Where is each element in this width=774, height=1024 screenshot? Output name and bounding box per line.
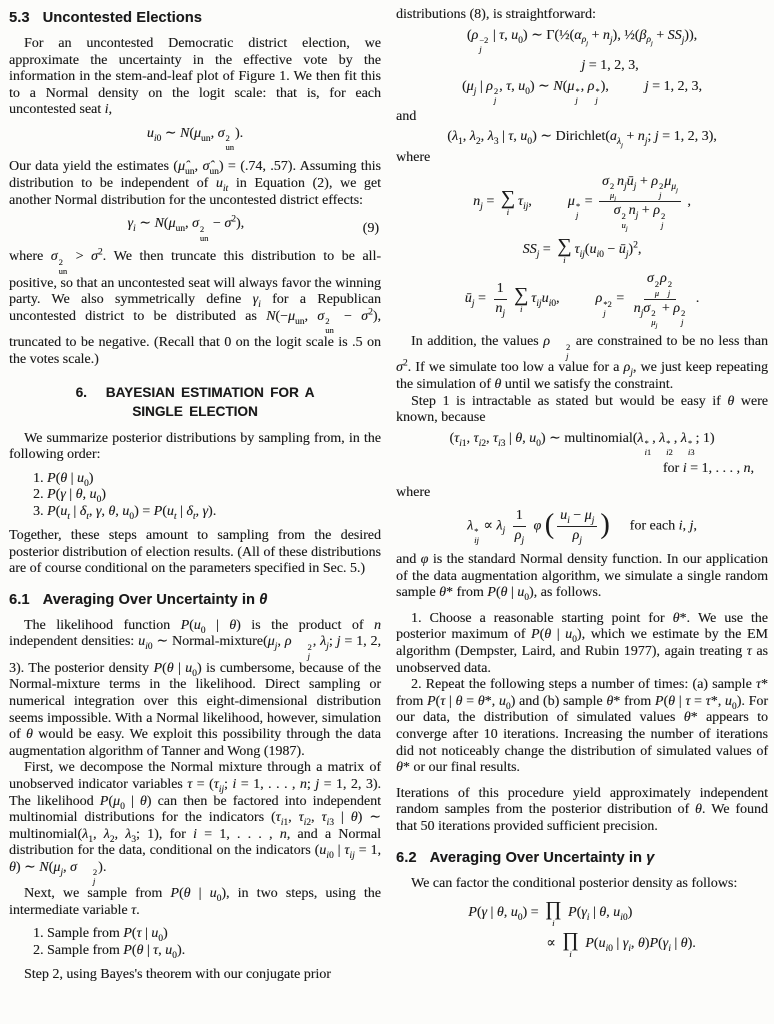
equation-line-2: ∝ ∏ i $P(u_{i0}$ | $\gamma_i$, $\theta)P(\gamma_i$ | θ). (546, 929, 696, 960)
list-item: 2. Sample from P(θ | τ, $u_0$). (33, 943, 186, 962)
equation-ui0-normal: $u_{i0}$ ∼ $N(\mu_{un}$, σ 2 un ). (146, 125, 244, 153)
equation-ubar-rhostar: $ū_j$ = $\frac{1}{n_j}$ ∑ i $\tau_{ij}u_{i0}$, ρ *2 j = σ 2 μ ρ 2 j $n_j\sigma$ 2 $\mu_j$ + ρ 2 j . (464, 271, 700, 330)
paragraph-phi-density: and φ is the standard Normal density function. In our application of the data augmentation algorithm, we simulate a single random sample θ* from P(θ | $u_0$), as follows. (396, 552, 768, 604)
section-number: 6.1 (9, 591, 30, 608)
equation-mu-normal: ($\mu_j$ | ρ 2 j , τ, $u_0$) ∼ N(μ * j , ρ * j ), j = 1, 2, 3, (461, 78, 703, 105)
equation-ssj: $SS_j$ = ∑ i $\tau_{ij}(u_{i0}$ − $ū_j)^2$, (522, 235, 642, 266)
paragraph-constraint: In addition, the values ρ 2 j are constrained to be no less than $\sigma^2$. If we simulate too low a value for a $\rho_j$, we just keep repeating the simulation of θ until we satisfy the constraint. (396, 334, 769, 393)
section-number: 6.2 (396, 849, 417, 866)
paragraph-next-sample: Next, we sample from P(θ | $u_0$), in two steps, using the intermediate variable τ. (9, 886, 381, 918)
list-item: 2. P(γ | θ, $u_0$) (33, 487, 106, 506)
section-title: Averaging Over Uncertainty in γ (429, 849, 655, 866)
equation-line-1: P(γ | θ, $u_0$) = ∏ i $P(\gamma_i$ | θ, $u_{i0}$) (468, 898, 633, 929)
equation-9-body: $\gamma_i$ ∼ $N(\mu_{un}$, σ 2 un − $\sigma^2$), (127, 214, 245, 243)
section-number: 5.3 (9, 10, 30, 26)
paragraph-step1-intractable: Step 1 is intractable as stated but would be easy if θ were known, because (396, 393, 768, 426)
equation-dirichlet: ($\lambda_1$, $\lambda_2$, $\lambda_3$ | τ, $u_0$) ∼ $Dirichlet(a_{\lambda_j} + n_j$; j = 1, 2, 3), (447, 129, 717, 150)
list-item: 3. $P(u_t$ | $\delta_t$, γ, θ, $u_0) = P(u_t$ | $\delta_t$, γ). (33, 504, 217, 523)
section-title: Averaging Over Uncertainty in θ (42, 591, 268, 608)
section-5-3-heading (9, 9, 381, 27)
left-column (9, 7, 381, 984)
list-item: 1. P(θ | $u_0$) (33, 470, 94, 489)
equation-nj-mustar: $n_j$ = ∑ i $\tau_{ij}$, μ * j = σ 2 $\mu_j$ $n_jū_j + \rho$ 2 j $\mu_{\mu_j}$ σ 2 $u_j$ $n_j + \rho$ 2 j , (473, 173, 691, 233)
section-6-heading-line2: SINGLE ELECTION (132, 403, 258, 419)
connector-and: and (396, 108, 417, 124)
section-6-2-heading (396, 849, 768, 867)
paragraph-likelihood: The likelihood function $P(u_0$ | θ) is the product of n independent densities: $u_{i0}$ ∼ Normal-$mixture(\mu_j$, ρ 2 j , $\lambda_j$; j = 1, 2, 3). The posterior density P(θ | $u_0$) is cumbersome, because of the Normal-mixture terms in the likelihood. Direct sampling or numerical integration over this eight-dimensional distribution seems impossible. With a Normal likelihood, however, simulation of θ would be easy. We exploit this possibility through the data augmentation algorithm of Tanner and Wong (1987). (9, 617, 382, 759)
equation-j-123: j = 1, 2, 3, (581, 57, 639, 73)
equation-for-i: for i = 1, . . . , n, (662, 461, 754, 477)
two-step-sampling-list (9, 926, 381, 960)
right-column (396, 7, 768, 984)
sampling-order-list (9, 471, 381, 521)
equation-factored-posterior (468, 899, 695, 958)
section-title: Uncontested Elections (42, 10, 203, 26)
paragraph-uncontested-intro: For an uncontested Democratic district election, we approximate the uncertainty in the effective vote by the information in the stem-and-leaf plot of Figure 1. We then fit this to a Normal density on the logit scale: that is, for each uncontested seat i, (9, 36, 381, 118)
paragraph-iterations: Iterations of this procedure yield approximately independent random samples from the posterior distribution of θ. We found that 50 iterations provided sufficient precision. (396, 785, 768, 834)
paragraph-step1-choose: 1. Choose a reasonable starting point for θ*. We use the posterior maximum of P(θ | $u_0$), which we estimate by the EM algorithm (Dempster, Laird, and Rubin 1977), again treating τ as unobserved data. (396, 610, 768, 676)
section-6-heading (9, 383, 381, 421)
equation-9 (9, 216, 381, 242)
paragraph-summarize-posterior: We summarize posterior distributions by sampling from, in the following order: (9, 430, 381, 463)
equation-lambda-star: λ * ij ∝ $\lambda_j$ $\frac{1}{\rho_j}$ φ ( $\frac{u_i - \mu_j}{\rho_j}$ ) for each i, j, (467, 508, 697, 546)
section-6-1-heading (9, 591, 381, 609)
connector-where: where (396, 484, 431, 500)
equation-9-number: (9) (362, 220, 379, 236)
paragraph-factor-posterior: We can factor the conditional posterior density as follows: (411, 875, 738, 891)
section-6-heading-line1: 6. BAYESIAN ESTIMATION FOR A (75, 384, 315, 400)
equation-rho-gamma: (ρ −2 j | τ, $u_0$) ∼ $\Gamma(\frac{1}{2}(\alpha_{\rho_j} + n_j)$, $\frac{1}{2}(\beta_{\rho_j} + SS_j)$), (466, 27, 698, 55)
paragraph-decompose-mixture: First, we decompose the Normal mixture through a matrix of unobserved indicator variables $\tau = (\tau_{ij}$; i = 1, . . . , n; j = 1, 2, 3). The likelihood $P(\mu_0$ | θ) can then be factored into independent multinomial distributions for the indicators ($\tau_{i1}$, $\tau_{i2}$, $\tau_{i3}$ | θ) ∼ $multinomial(\lambda_1$, $\lambda_2$, $\lambda_3$; 1), for i = 1, . . . , n, and a Normal distribution for the data, conditional on the indicators ($u_{i0}$ | $\tau_{ij} = 1$, θ) ∼ $N(\mu_j$, σ 2 j ). (9, 760, 382, 887)
paragraph-estimates: Our data yield the estimates ($\mû_{un}$, $\sigmâ_{un}) = (.74$, .57). Assuming this distribution to be independent of $u_{it}$ in Equation (2), we get another Normal distribution for the uncontested district effects: (9, 159, 382, 208)
paragraph-step2-repeat: 2. Repeat the following steps a number of times: (a) sample τ* from P(τ | θ = θ*, $u_0$) and (b) sample θ* from P(θ | τ = τ*, $u_0$). For our data, the distribution of simulated values θ* appears to converge after 10 iterations. Increasing the number of iterations did not noticeably change the distribution of simulated values of θ* or our final results. (396, 677, 769, 776)
paragraph-truncation: where σ 2 un > $\sigma^2$. We then truncate this distribution to be all-positive, so that an uncontested seat will always favor the winning party. We also symmetrically define $\gamma_i$ for a Republican uncontested district to be distributed as $N(-\mu_{un}$, σ 2 un − $\sigma^2$), truncated to be negative. (Recall that 0 on the logit scale is .5 on the votes scale.) (9, 247, 382, 367)
equation-multinomial: ($\tau_{i1}$, $\tau_{i2}$, $\tau_{i3}$ | θ, $u_0$) ∼ multinomial(λ * i1 , λ * i2 , λ * i3 ; 1) (449, 430, 715, 458)
paragraph-together-steps: Together, these steps amount to sampling from the desired posterior distribution of election results. (All of these distributions are of course conditional on the parameters specified in Sec. 5.) (9, 528, 381, 577)
paragraph-distributions-8: distributions (8), is straightforward: (396, 7, 596, 22)
connector-where: where (396, 150, 431, 166)
list-item: 1. Sample from P(τ | $u_0$) (33, 926, 168, 945)
paragraph-step2-bayes: Step 2, using Bayes's theorem with our conjugate prior (24, 967, 331, 983)
